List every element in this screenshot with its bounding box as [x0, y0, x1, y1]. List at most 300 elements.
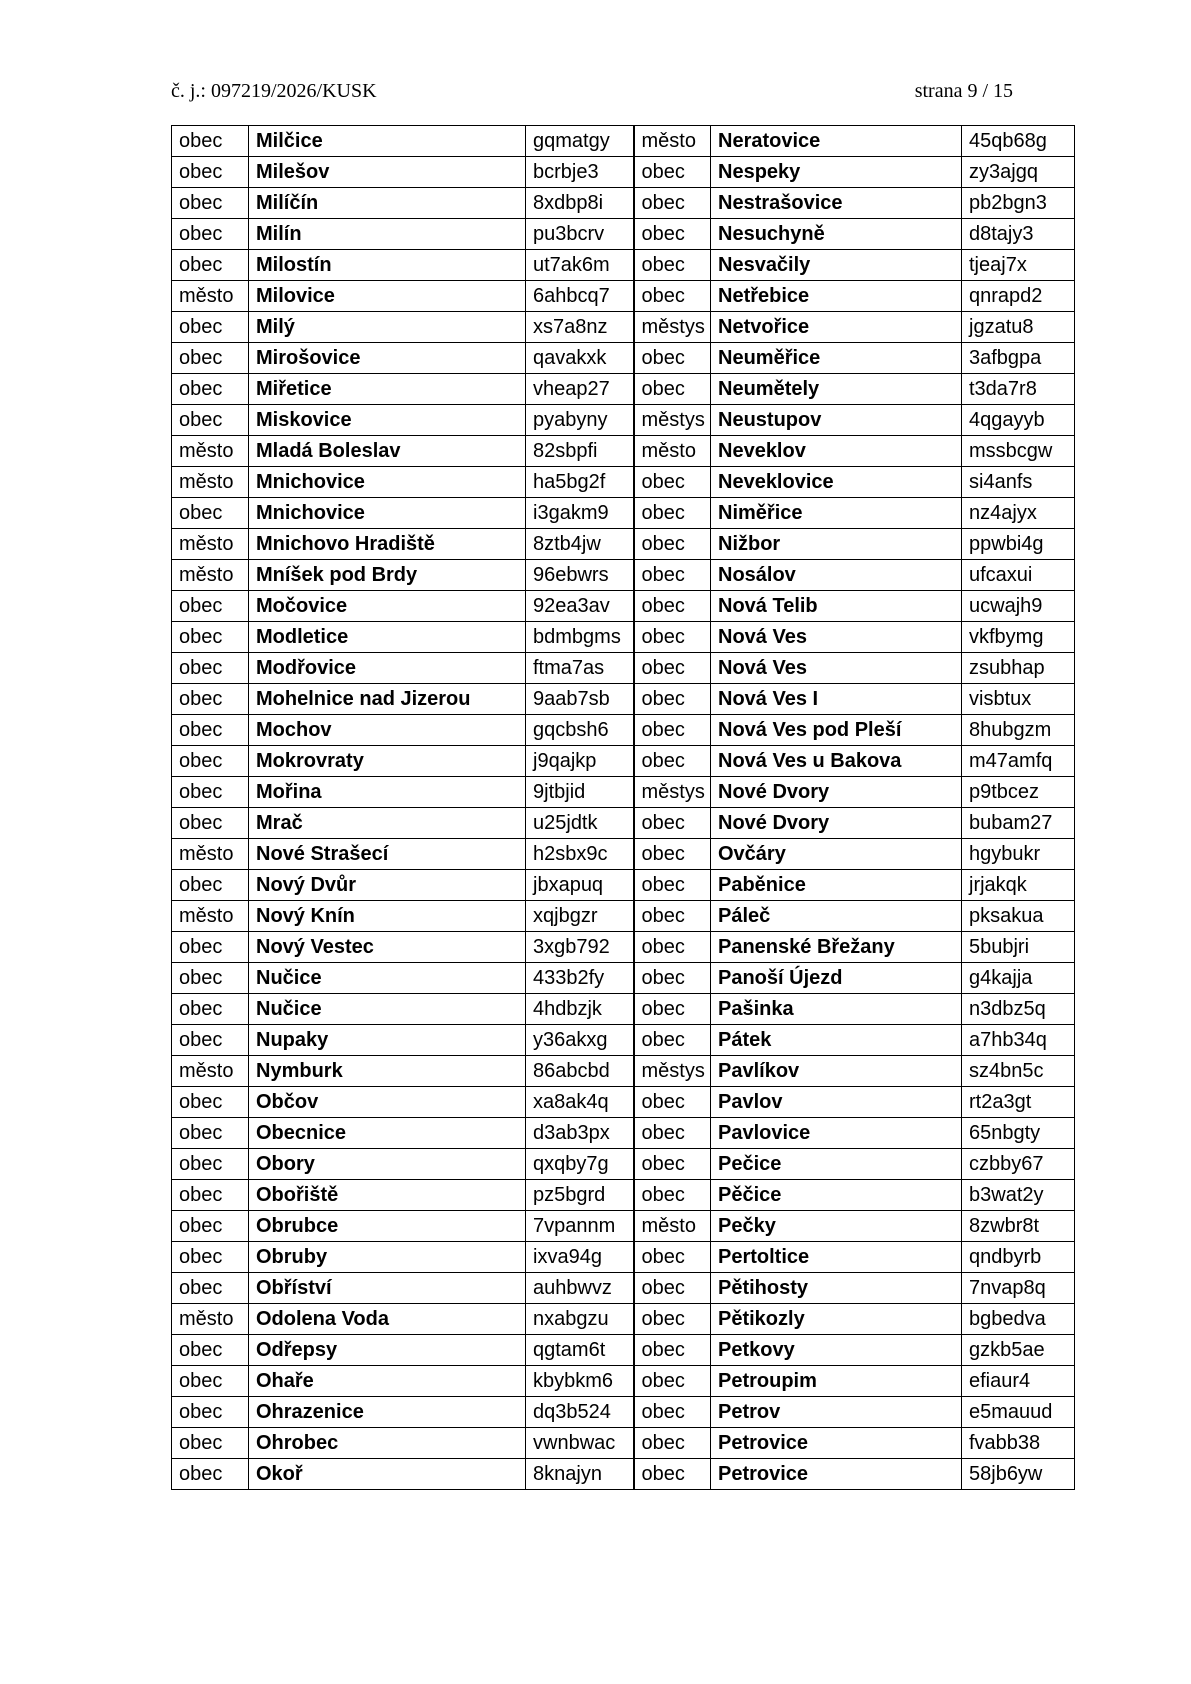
cell-name-left: Miskovice — [249, 405, 526, 436]
cell-type-right: obec — [634, 1118, 711, 1149]
cell-code-left: jbxapuq — [526, 870, 634, 901]
table-row — [172, 1118, 1075, 1149]
cell-code-left: i3gakm9 — [526, 498, 634, 529]
cell-code-right: mssbcgw — [962, 436, 1075, 467]
cell-type-left: město — [172, 839, 249, 870]
cell-name-right: Pašinka — [711, 994, 962, 1025]
cell-type-right: městys — [634, 312, 711, 343]
cell-type-right: obec — [634, 1025, 711, 1056]
cell-type-left: město — [172, 281, 249, 312]
table-row — [172, 1335, 1075, 1366]
cell-code-left: y36akxg — [526, 1025, 634, 1056]
cell-type-left: obec — [172, 994, 249, 1025]
cell-name-right: Nová Telib — [711, 591, 962, 622]
cell-code-left: 8knajyn — [526, 1459, 634, 1490]
cell-type-right: obec — [634, 1459, 711, 1490]
cell-code-left: 92ea3av — [526, 591, 634, 622]
table-row — [172, 250, 1075, 281]
cell-name-right: Pavlovice — [711, 1118, 962, 1149]
table-row — [172, 1211, 1075, 1242]
cell-type-right: obec — [634, 498, 711, 529]
cell-name-left: Obrubce — [249, 1211, 526, 1242]
table-row — [172, 591, 1075, 622]
cell-name-left: Mnichovo Hradiště — [249, 529, 526, 560]
table-row — [172, 498, 1075, 529]
cell-code-right: hgybukr — [962, 839, 1075, 870]
cell-name-right: Niměřice — [711, 498, 962, 529]
cell-type-left: obec — [172, 343, 249, 374]
cell-name-left: Nučice — [249, 994, 526, 1025]
cell-code-left: gqcbsh6 — [526, 715, 634, 746]
table-row — [172, 467, 1075, 498]
table-row — [172, 1273, 1075, 1304]
cell-type-right: obec — [634, 901, 711, 932]
reference-number: č. j.: 097219/2026/KUSK — [171, 80, 377, 102]
cell-name-left: Nučice — [249, 963, 526, 994]
cell-code-left: bcrbje3 — [526, 157, 634, 188]
cell-code-right: a7hb34q — [962, 1025, 1075, 1056]
table-row — [172, 560, 1075, 591]
cell-name-left: Obořiště — [249, 1180, 526, 1211]
cell-type-right: obec — [634, 560, 711, 591]
cell-code-right: 4qgayyb — [962, 405, 1075, 436]
table-row — [172, 1366, 1075, 1397]
cell-name-right: Nespeky — [711, 157, 962, 188]
table-row — [172, 901, 1075, 932]
cell-type-right: obec — [634, 591, 711, 622]
table-row — [172, 963, 1075, 994]
cell-name-right: Nová Ves — [711, 622, 962, 653]
cell-name-right: Nové Dvory — [711, 808, 962, 839]
table-row — [172, 653, 1075, 684]
cell-type-right: město — [634, 436, 711, 467]
cell-code-left: 7vpannm — [526, 1211, 634, 1242]
cell-code-right: 8zwbr8t — [962, 1211, 1075, 1242]
cell-type-left: obec — [172, 405, 249, 436]
cell-name-right: Pečice — [711, 1149, 962, 1180]
cell-type-right: obec — [634, 1273, 711, 1304]
cell-type-right: obec — [634, 281, 711, 312]
cell-name-left: Mohelnice nad Jizerou — [249, 684, 526, 715]
cell-name-right: Petkovy — [711, 1335, 962, 1366]
cell-code-right: e5mauud — [962, 1397, 1075, 1428]
cell-name-right: Pětikozly — [711, 1304, 962, 1335]
table-row — [172, 1180, 1075, 1211]
cell-type-left: obec — [172, 1118, 249, 1149]
table-row — [172, 1149, 1075, 1180]
cell-type-right: město — [634, 1211, 711, 1242]
cell-code-left: 96ebwrs — [526, 560, 634, 591]
cell-type-right: městys — [634, 777, 711, 808]
cell-name-left: Ohrobec — [249, 1428, 526, 1459]
cell-code-left: j9qajkp — [526, 746, 634, 777]
cell-type-right: obec — [634, 746, 711, 777]
cell-code-right: 45qb68g — [962, 126, 1075, 157]
cell-name-left: Milíčín — [249, 188, 526, 219]
cell-name-right: Nová Ves — [711, 653, 962, 684]
cell-code-right: d8tajy3 — [962, 219, 1075, 250]
cell-name-left: Miřetice — [249, 374, 526, 405]
table-row — [172, 870, 1075, 901]
cell-type-left: obec — [172, 1397, 249, 1428]
cell-name-left: Mokrovraty — [249, 746, 526, 777]
table-row — [172, 126, 1075, 157]
cell-code-left: 4hdbzjk — [526, 994, 634, 1025]
cell-name-right: Páleč — [711, 901, 962, 932]
cell-type-left: obec — [172, 126, 249, 157]
cell-code-right: 8hubgzm — [962, 715, 1075, 746]
cell-code-left: auhbwvz — [526, 1273, 634, 1304]
cell-code-left: xs7a8nz — [526, 312, 634, 343]
cell-type-right: obec — [634, 1366, 711, 1397]
table-row — [172, 777, 1075, 808]
cell-name-left: Milostín — [249, 250, 526, 281]
cell-code-left: bdmbgms — [526, 622, 634, 653]
cell-code-left: xa8ak4q — [526, 1087, 634, 1118]
cell-type-right: obec — [634, 653, 711, 684]
cell-type-left: obec — [172, 715, 249, 746]
cell-code-left: d3ab3px — [526, 1118, 634, 1149]
cell-code-right: b3wat2y — [962, 1180, 1075, 1211]
cell-name-right: Petrovice — [711, 1459, 962, 1490]
cell-code-left: kbybkm6 — [526, 1366, 634, 1397]
cell-name-right: Nová Ves pod Pleší — [711, 715, 962, 746]
table-row — [172, 529, 1075, 560]
cell-code-left: nxabgzu — [526, 1304, 634, 1335]
cell-code-left: dq3b524 — [526, 1397, 634, 1428]
cell-type-right: obec — [634, 994, 711, 1025]
cell-name-right: Nestrašovice — [711, 188, 962, 219]
cell-type-left: město — [172, 436, 249, 467]
cell-name-left: Občov — [249, 1087, 526, 1118]
cell-type-left: obec — [172, 684, 249, 715]
cell-name-left: Milčice — [249, 126, 526, 157]
cell-name-left: Nymburk — [249, 1056, 526, 1087]
table-row — [172, 715, 1075, 746]
cell-name-right: Nové Dvory — [711, 777, 962, 808]
table-row — [172, 994, 1075, 1025]
cell-type-right: obec — [634, 1180, 711, 1211]
cell-type-right: obec — [634, 529, 711, 560]
cell-type-left: město — [172, 529, 249, 560]
page-header — [171, 80, 1013, 106]
cell-type-left: obec — [172, 1428, 249, 1459]
cell-name-left: Milešov — [249, 157, 526, 188]
cell-code-left: vwnbwac — [526, 1428, 634, 1459]
cell-name-right: Nosálov — [711, 560, 962, 591]
cell-name-right: Neratovice — [711, 126, 962, 157]
cell-name-left: Nový Knín — [249, 901, 526, 932]
table-row — [172, 1056, 1075, 1087]
cell-code-left: pyabyny — [526, 405, 634, 436]
cell-name-left: Nový Vestec — [249, 932, 526, 963]
cell-type-left: obec — [172, 188, 249, 219]
cell-code-right: 3afbgpa — [962, 343, 1075, 374]
cell-code-left: xqjbgzr — [526, 901, 634, 932]
cell-name-left: Močovice — [249, 591, 526, 622]
cell-code-right: p9tbcez — [962, 777, 1075, 808]
cell-name-right: Petrovice — [711, 1428, 962, 1459]
cell-type-left: obec — [172, 1242, 249, 1273]
table-row — [172, 405, 1075, 436]
cell-name-right: Panoší Újezd — [711, 963, 962, 994]
cell-type-right: obec — [634, 1428, 711, 1459]
cell-name-right: Nová Ves u Bakova — [711, 746, 962, 777]
cell-name-left: Ohrazenice — [249, 1397, 526, 1428]
cell-code-right: jrjakqk — [962, 870, 1075, 901]
cell-name-left: Ohaře — [249, 1366, 526, 1397]
cell-type-left: obec — [172, 622, 249, 653]
cell-code-left: ftma7as — [526, 653, 634, 684]
cell-name-left: Mnichovice — [249, 467, 526, 498]
cell-type-left: obec — [172, 777, 249, 808]
cell-type-left: obec — [172, 1366, 249, 1397]
cell-code-right: zy3ajgq — [962, 157, 1075, 188]
cell-code-left: 8xdbp8i — [526, 188, 634, 219]
cell-name-left: Mladá Boleslav — [249, 436, 526, 467]
cell-code-right: si4anfs — [962, 467, 1075, 498]
cell-name-right: Pertoltice — [711, 1242, 962, 1273]
cell-name-left: Nový Dvůr — [249, 870, 526, 901]
cell-type-right: obec — [634, 374, 711, 405]
cell-code-right: bubam27 — [962, 808, 1075, 839]
cell-name-right: Pečky — [711, 1211, 962, 1242]
table-row — [172, 1428, 1075, 1459]
cell-type-right: obec — [634, 1242, 711, 1273]
cell-type-right: obec — [634, 932, 711, 963]
cell-code-left: qgtam6t — [526, 1335, 634, 1366]
cell-type-right: obec — [634, 157, 711, 188]
cell-code-right: t3da7r8 — [962, 374, 1075, 405]
cell-type-right: obec — [634, 622, 711, 653]
cell-code-left: vheap27 — [526, 374, 634, 405]
cell-code-left: ut7ak6m — [526, 250, 634, 281]
cell-type-right: obec — [634, 467, 711, 498]
cell-type-right: obec — [634, 808, 711, 839]
table-row — [172, 374, 1075, 405]
cell-type-right: městys — [634, 405, 711, 436]
table-row — [172, 436, 1075, 467]
cell-code-right: pksakua — [962, 901, 1075, 932]
cell-name-left: Mníšek pod Brdy — [249, 560, 526, 591]
cell-name-left: Milovice — [249, 281, 526, 312]
cell-code-left: 433b2fy — [526, 963, 634, 994]
cell-code-right: sz4bn5c — [962, 1056, 1075, 1087]
cell-code-left: 9aab7sb — [526, 684, 634, 715]
cell-name-left: Milín — [249, 219, 526, 250]
cell-code-right: 58jb6yw — [962, 1459, 1075, 1490]
cell-code-left: 8ztb4jw — [526, 529, 634, 560]
cell-name-right: Nižbor — [711, 529, 962, 560]
table-row — [172, 343, 1075, 374]
cell-type-left: město — [172, 467, 249, 498]
cell-type-left: obec — [172, 498, 249, 529]
table-row — [172, 157, 1075, 188]
cell-code-right: 5bubjri — [962, 932, 1075, 963]
cell-type-left: obec — [172, 374, 249, 405]
cell-name-left: Mochov — [249, 715, 526, 746]
cell-code-right: g4kajja — [962, 963, 1075, 994]
cell-type-right: město — [634, 126, 711, 157]
cell-type-right: obec — [634, 188, 711, 219]
cell-code-left: u25jdtk — [526, 808, 634, 839]
cell-code-left: h2sbx9c — [526, 839, 634, 870]
table-row — [172, 219, 1075, 250]
cell-name-right: Neustupov — [711, 405, 962, 436]
cell-name-left: Mrač — [249, 808, 526, 839]
cell-code-right: czbby67 — [962, 1149, 1075, 1180]
cell-type-right: obec — [634, 715, 711, 746]
cell-code-right: nz4ajyx — [962, 498, 1075, 529]
cell-type-left: obec — [172, 932, 249, 963]
table-row — [172, 746, 1075, 777]
table-row — [172, 312, 1075, 343]
cell-type-right: obec — [634, 1335, 711, 1366]
cell-name-right: Netřebice — [711, 281, 962, 312]
cell-type-right: obec — [634, 870, 711, 901]
cell-code-right: fvabb38 — [962, 1428, 1075, 1459]
table-row — [172, 1459, 1075, 1490]
table-row — [172, 1242, 1075, 1273]
cell-code-left: qxqby7g — [526, 1149, 634, 1180]
cell-type-right: obec — [634, 1087, 711, 1118]
cell-type-left: obec — [172, 312, 249, 343]
cell-name-left: Mirošovice — [249, 343, 526, 374]
cell-name-right: Nesuchyně — [711, 219, 962, 250]
cell-name-left: Nupaky — [249, 1025, 526, 1056]
cell-type-left: obec — [172, 963, 249, 994]
cell-type-left: obec — [172, 746, 249, 777]
cell-name-right: Pěčice — [711, 1180, 962, 1211]
cell-type-right: obec — [634, 1149, 711, 1180]
cell-name-right: Neuměřice — [711, 343, 962, 374]
cell-code-left: 6ahbcq7 — [526, 281, 634, 312]
cell-type-left: obec — [172, 1087, 249, 1118]
cell-name-left: Odřepsy — [249, 1335, 526, 1366]
cell-type-left: obec — [172, 808, 249, 839]
cell-code-right: ucwajh9 — [962, 591, 1075, 622]
cell-code-left: pu3bcrv — [526, 219, 634, 250]
cell-name-right: Neumětely — [711, 374, 962, 405]
table-row — [172, 188, 1075, 219]
cell-type-left: obec — [172, 870, 249, 901]
cell-code-right: bgbedva — [962, 1304, 1075, 1335]
cell-name-right: Petrov — [711, 1397, 962, 1428]
cell-name-right: Petroupim — [711, 1366, 962, 1397]
cell-type-right: obec — [634, 219, 711, 250]
cell-name-left: Obruby — [249, 1242, 526, 1273]
cell-type-left: obec — [172, 250, 249, 281]
table-row — [172, 281, 1075, 312]
cell-name-right: Netvořice — [711, 312, 962, 343]
cell-code-right: qnrapd2 — [962, 281, 1075, 312]
cell-type-left: obec — [172, 1180, 249, 1211]
cell-code-right: jgzatu8 — [962, 312, 1075, 343]
cell-type-left: obec — [172, 591, 249, 622]
cell-name-left: Modletice — [249, 622, 526, 653]
cell-code-right: pb2bgn3 — [962, 188, 1075, 219]
cell-code-left: pz5bgrd — [526, 1180, 634, 1211]
cell-name-right: Nová Ves I — [711, 684, 962, 715]
cell-name-left: Obecnice — [249, 1118, 526, 1149]
cell-type-right: obec — [634, 963, 711, 994]
table-row — [172, 932, 1075, 963]
cell-type-left: město — [172, 560, 249, 591]
cell-name-left: Nové Strašecí — [249, 839, 526, 870]
cell-name-right: Panenské Břežany — [711, 932, 962, 963]
table-row — [172, 808, 1075, 839]
cell-code-right: n3dbz5q — [962, 994, 1075, 1025]
cell-code-right: efiaur4 — [962, 1366, 1075, 1397]
cell-name-right: Nesvačily — [711, 250, 962, 281]
cell-code-right: rt2a3gt — [962, 1087, 1075, 1118]
cell-code-right: tjeaj7x — [962, 250, 1075, 281]
cell-type-right: obec — [634, 684, 711, 715]
table-body — [172, 126, 1075, 1490]
cell-code-right: qndbyrb — [962, 1242, 1075, 1273]
cell-type-left: obec — [172, 1335, 249, 1366]
cell-type-right: městys — [634, 1056, 711, 1087]
cell-type-right: obec — [634, 1397, 711, 1428]
cell-name-right: Ovčáry — [711, 839, 962, 870]
cell-type-left: obec — [172, 157, 249, 188]
cell-code-left: 9jtbjid — [526, 777, 634, 808]
cell-code-right: 7nvap8q — [962, 1273, 1075, 1304]
cell-code-right: zsubhap — [962, 653, 1075, 684]
municipality-code-table — [171, 125, 1075, 1490]
cell-code-right: visbtux — [962, 684, 1075, 715]
cell-type-left: obec — [172, 1459, 249, 1490]
cell-type-left: obec — [172, 1211, 249, 1242]
cell-code-left: 86abcbd — [526, 1056, 634, 1087]
cell-type-right: obec — [634, 1304, 711, 1335]
table-row — [172, 1397, 1075, 1428]
table-row — [172, 839, 1075, 870]
cell-type-left: město — [172, 1056, 249, 1087]
cell-type-left: obec — [172, 1149, 249, 1180]
cell-name-right: Paběnice — [711, 870, 962, 901]
cell-type-left: město — [172, 1304, 249, 1335]
cell-code-right: ppwbi4g — [962, 529, 1075, 560]
table-row — [172, 1087, 1075, 1118]
page-number: strana 9 / 15 — [914, 80, 1013, 102]
cell-name-right: Pátek — [711, 1025, 962, 1056]
cell-type-right: obec — [634, 250, 711, 281]
cell-code-left: 3xgb792 — [526, 932, 634, 963]
cell-type-left: obec — [172, 653, 249, 684]
cell-code-left: gqmatgy — [526, 126, 634, 157]
cell-code-right: m47amfq — [962, 746, 1075, 777]
cell-type-right: obec — [634, 343, 711, 374]
cell-name-left: Milý — [249, 312, 526, 343]
cell-name-left: Mnichovice — [249, 498, 526, 529]
cell-name-right: Pavlov — [711, 1087, 962, 1118]
cell-name-left: Obory — [249, 1149, 526, 1180]
cell-name-left: Modřovice — [249, 653, 526, 684]
cell-name-left: Obříství — [249, 1273, 526, 1304]
cell-name-right: Neveklov — [711, 436, 962, 467]
cell-code-left: ha5bg2f — [526, 467, 634, 498]
cell-name-right: Pětihosty — [711, 1273, 962, 1304]
cell-code-right: vkfbymg — [962, 622, 1075, 653]
cell-type-left: obec — [172, 1025, 249, 1056]
cell-type-left: město — [172, 901, 249, 932]
table-row — [172, 1304, 1075, 1335]
cell-code-right: ufcaxui — [962, 560, 1075, 591]
table-row — [172, 622, 1075, 653]
cell-code-right: 65nbgty — [962, 1118, 1075, 1149]
cell-code-left: 82sbpfi — [526, 436, 634, 467]
